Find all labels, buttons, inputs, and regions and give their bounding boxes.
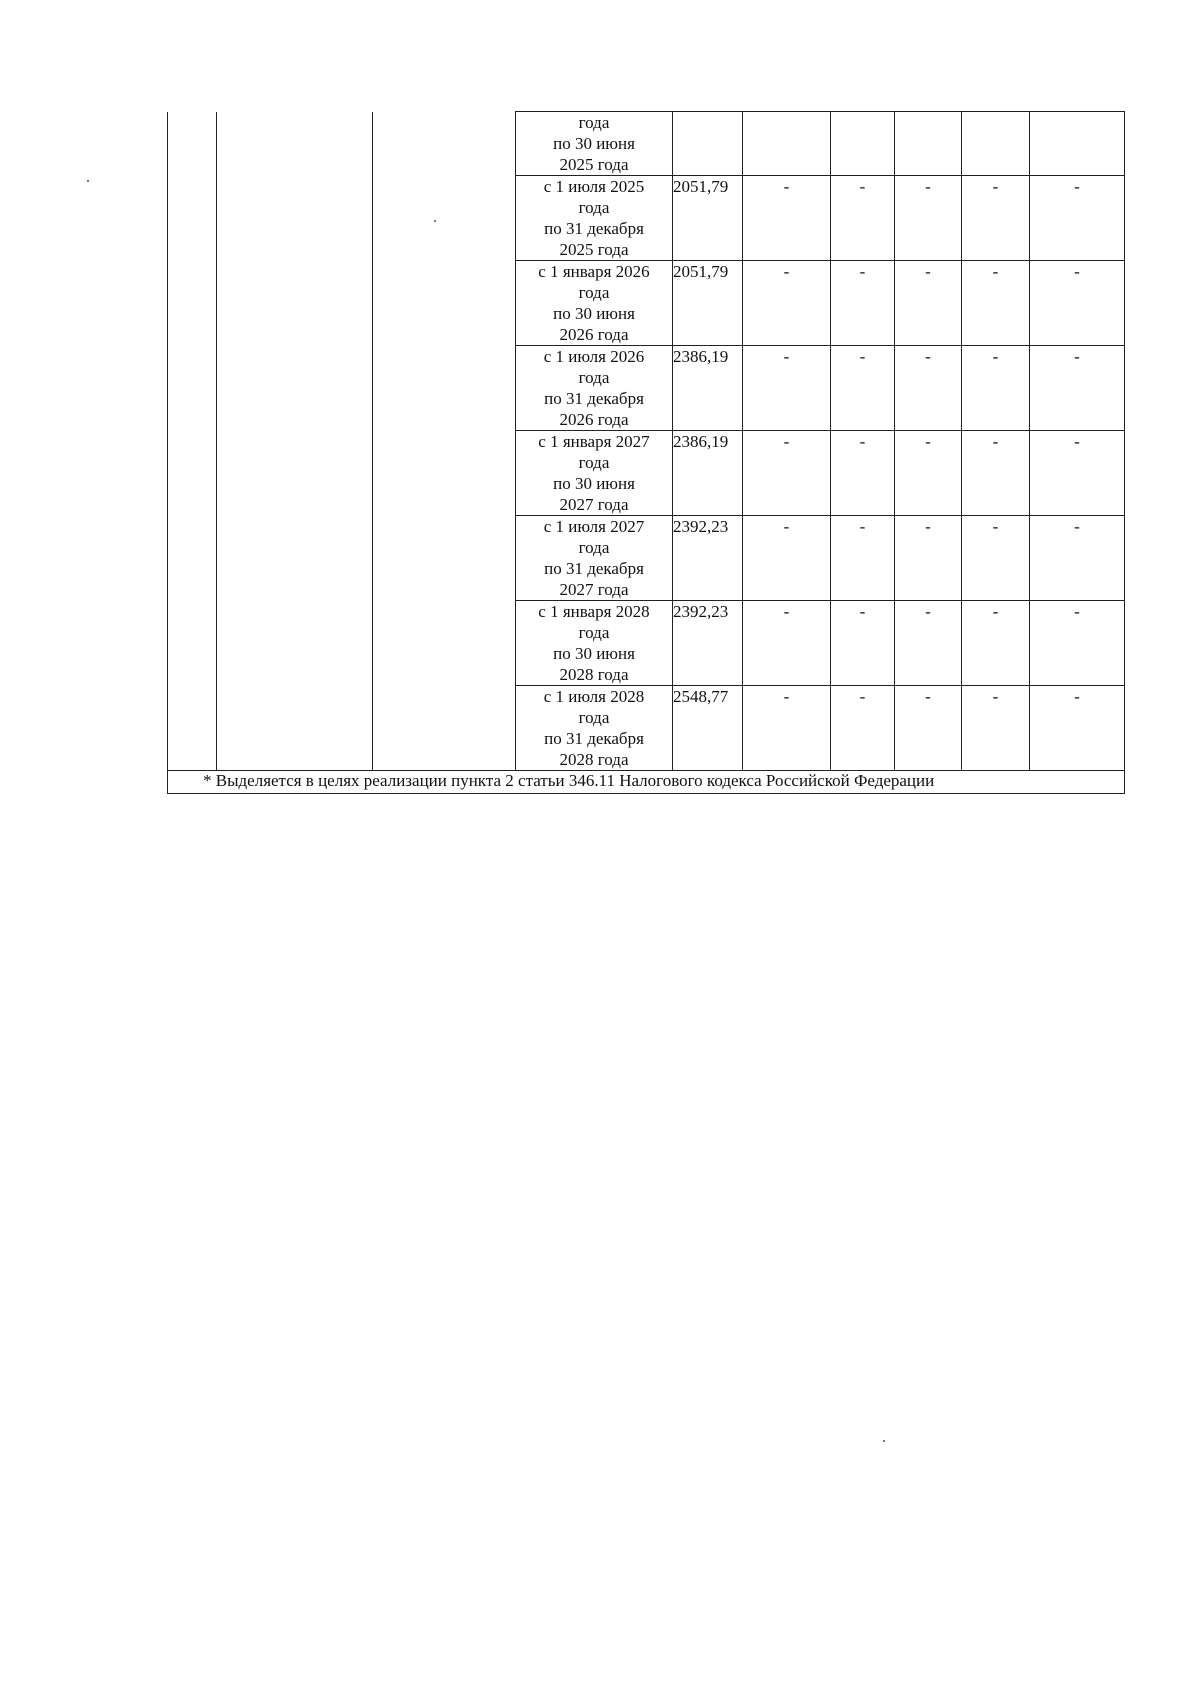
dash-cell: -	[895, 261, 962, 346]
period-cell	[516, 431, 673, 516]
period-line: с 1 июля 2025	[543, 177, 645, 196]
dash-cell: -	[962, 601, 1030, 686]
tariff-table-fragment	[167, 111, 1124, 789]
dash-cell	[895, 112, 962, 176]
period-cell	[516, 112, 673, 176]
dash-cell: -	[831, 176, 895, 261]
dash-cell: -	[831, 431, 895, 516]
dash-cell: -	[1030, 261, 1125, 346]
dash-cell: -	[962, 686, 1030, 771]
dash-cell: -	[831, 601, 895, 686]
period-line: 2025 года	[559, 240, 629, 259]
dash-cell: -	[895, 601, 962, 686]
dash-cell: -	[962, 431, 1030, 516]
dash-cell: -	[743, 261, 831, 346]
period-line: 2027 года	[559, 580, 629, 599]
left-col-2	[217, 112, 373, 771]
tariff-value-cell: 2051,79	[673, 176, 743, 261]
table-body	[168, 112, 1125, 794]
dash-cell: -	[1030, 686, 1125, 771]
period-line: года	[578, 283, 610, 302]
dash-cell: -	[895, 346, 962, 431]
dash-cell: -	[962, 176, 1030, 261]
dash-cell	[831, 112, 895, 176]
period-line: с 1 января 2027	[538, 432, 650, 451]
period-cell	[516, 601, 673, 686]
tariff-value-cell: 2051,79	[673, 261, 743, 346]
dash-cell: -	[962, 346, 1030, 431]
dash-cell	[962, 112, 1030, 176]
period-cell	[516, 261, 673, 346]
tariff-value-cell: 2392,23	[673, 601, 743, 686]
footnote-row	[168, 771, 1125, 794]
period-line: по 31 декабря	[544, 729, 644, 748]
dash-cell: -	[743, 516, 831, 601]
dash-cell: -	[1030, 601, 1125, 686]
period-line: по 30 июня	[553, 304, 635, 323]
period-line: года	[578, 623, 610, 642]
tariff-value-cell	[673, 112, 743, 176]
dash-cell: -	[743, 686, 831, 771]
period-line: 2025 года	[559, 155, 629, 174]
period-line: 2028 года	[559, 750, 629, 769]
scan-speck	[87, 180, 89, 182]
period-line: с 1 января 2026	[538, 262, 650, 281]
tariff-value-cell: 2548,77	[673, 686, 743, 771]
period-line: по 30 июня	[553, 134, 635, 153]
dash-cell: -	[895, 431, 962, 516]
tariff-value-cell: 2392,23	[673, 516, 743, 601]
period-line: по 30 июня	[553, 474, 635, 493]
dash-cell	[743, 112, 831, 176]
period-line: с 1 июля 2027	[543, 517, 645, 536]
dash-cell: -	[743, 601, 831, 686]
dash-cell: -	[831, 261, 895, 346]
dash-cell: -	[1030, 431, 1125, 516]
tariff-value-cell: 2386,19	[673, 431, 743, 516]
period-line: года	[578, 368, 610, 387]
period-line: года	[578, 113, 610, 132]
period-line: по 31 декабря	[544, 219, 644, 238]
dash-cell: -	[831, 346, 895, 431]
period-line: с 1 января 2028	[538, 602, 650, 621]
tariff-value-cell: 2386,19	[673, 346, 743, 431]
scan-speck	[434, 220, 436, 222]
left-col-1	[168, 112, 217, 771]
dash-cell: -	[1030, 516, 1125, 601]
dash-cell: -	[831, 686, 895, 771]
dash-cell	[1030, 112, 1125, 176]
left-col-3	[373, 112, 516, 771]
dash-cell: -	[962, 261, 1030, 346]
footnote: * Выделяется в целях реализации пункта 2 статьи 346.11 Налогового кодекса Российской Федерации	[168, 771, 1125, 794]
dash-cell: -	[743, 431, 831, 516]
period-line: года	[578, 538, 610, 557]
dash-cell: -	[895, 176, 962, 261]
period-line: 2028 года	[559, 665, 629, 684]
period-line: года	[578, 453, 610, 472]
period-line: 2026 года	[559, 325, 629, 344]
dash-cell: -	[831, 516, 895, 601]
period-line: года	[578, 708, 610, 727]
dash-cell: -	[743, 346, 831, 431]
dash-cell: -	[1030, 176, 1125, 261]
period-line: по 30 июня	[553, 644, 635, 663]
dash-cell: -	[962, 516, 1030, 601]
scan-speck	[883, 1440, 885, 1442]
dash-cell: -	[895, 686, 962, 771]
dash-cell: -	[895, 516, 962, 601]
table-row	[168, 112, 1125, 176]
period-line: с 1 июля 2026	[543, 347, 645, 366]
period-cell	[516, 176, 673, 261]
period-cell	[516, 516, 673, 601]
period-line: года	[578, 198, 610, 217]
period-line: 2026 года	[559, 410, 629, 429]
period-line: по 31 декабря	[544, 559, 644, 578]
dash-cell: -	[743, 176, 831, 261]
period-line: с 1 июля 2028	[543, 687, 645, 706]
period-line: по 31 декабря	[544, 389, 644, 408]
period-line: 2027 года	[559, 495, 629, 514]
period-cell	[516, 346, 673, 431]
dash-cell: -	[1030, 346, 1125, 431]
period-cell	[516, 686, 673, 771]
tariff-table	[167, 111, 1125, 794]
